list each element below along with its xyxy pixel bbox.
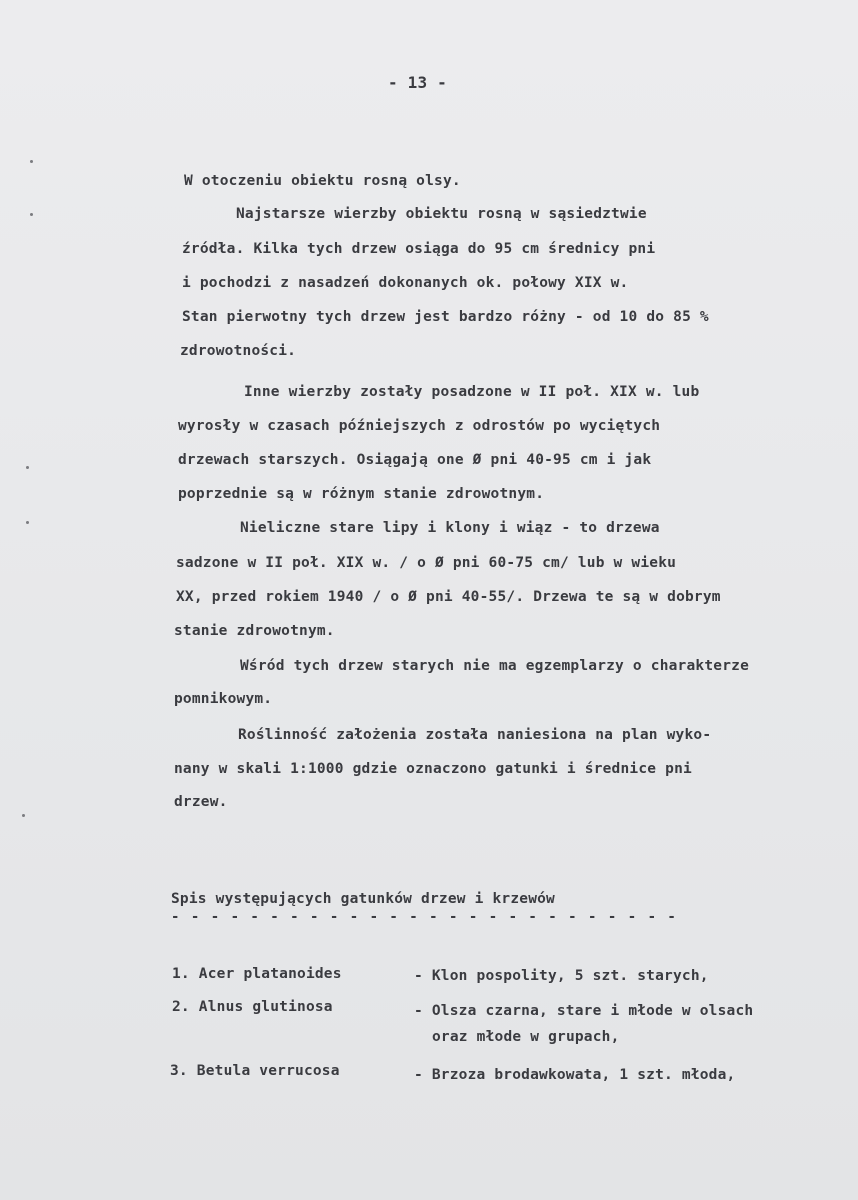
paragraph-line: Inne wierzby zostały posadzone w II poł. XIX w. lub	[244, 384, 700, 400]
paragraph-line: nany w skali 1:1000 gdzie oznaczono gatunki i średnice pni	[174, 761, 692, 777]
paragraph-line: źródła. Kilka tych drzew osiąga do 95 cm średnicy pni	[182, 241, 656, 257]
paragraph-line: XX, przed rokiem 1940 / o Ø pni 40-55/. Drzewa te są w dobrym	[176, 589, 721, 605]
paragraph-line: Nieliczne stare lipy i klony i wiąz - to drzewa	[240, 520, 660, 536]
species-latin-name: 1. Acer platanoides	[172, 966, 342, 982]
paragraph-line: i pochodzi z nasadzeń dokonanych ok. połowy XIX w.	[182, 275, 629, 291]
species-latin-name: 2. Alnus glutinosa	[172, 999, 333, 1015]
paragraph-line: W otoczeniu obiektu rosną olsy.	[184, 173, 461, 189]
species-list-heading: Spis występujących gatunków drzew i krzewów	[171, 891, 555, 907]
margin-mark	[22, 814, 25, 817]
species-description: - Klon pospolity, 5 szt. starych,	[414, 968, 709, 984]
paragraph-line: drzewach starszych. Osiągają one Ø pni 40-95 cm i jak	[178, 452, 652, 468]
species-description: - Olsza czarna, stare i młode w olsach	[414, 1003, 754, 1019]
paragraph-line: wyrosły w czasach późniejszych z odrostów po wyciętych	[178, 418, 661, 434]
species-description: - Brzoza brodawkowata, 1 szt. młoda,	[414, 1067, 736, 1083]
paragraph-line: Roślinność założenia została naniesiona na plan wyko-	[238, 727, 712, 743]
paragraph-line: stanie zdrowotnym.	[174, 623, 335, 639]
paragraph-line: sadzone w II poł. XIX w. / o Ø pni 60-75 cm/ lub w wieku	[176, 555, 677, 571]
species-list-heading-underline: - - - - - - - - - - - - - - - - - - - - - - - - - -	[171, 909, 678, 925]
species-latin-name: 3. Betula verrucosa	[170, 1063, 340, 1079]
paragraph-line: poprzednie są w różnym stanie zdrowotnym.	[178, 486, 545, 502]
margin-mark	[30, 160, 33, 163]
paragraph-line: Wśród tych drzew starych nie ma egzemplarzy o charakterze	[240, 658, 749, 674]
paragraph-line: pomnikowym.	[174, 691, 273, 707]
species-description-continued: oraz młode w grupach,	[432, 1029, 620, 1045]
page-number: - 13 -	[388, 73, 447, 92]
margin-mark	[26, 466, 29, 469]
paragraph-line: drzew.	[174, 794, 228, 810]
margin-mark	[30, 213, 33, 216]
paragraph-line: Stan pierwotny tych drzew jest bardzo różny - od 10 do 85 %	[182, 309, 709, 325]
paragraph-line: Najstarsze wierzby obiektu rosną w sąsiedztwie	[236, 206, 647, 222]
margin-mark	[26, 521, 29, 524]
paragraph-line: zdrowotności.	[180, 343, 297, 359]
